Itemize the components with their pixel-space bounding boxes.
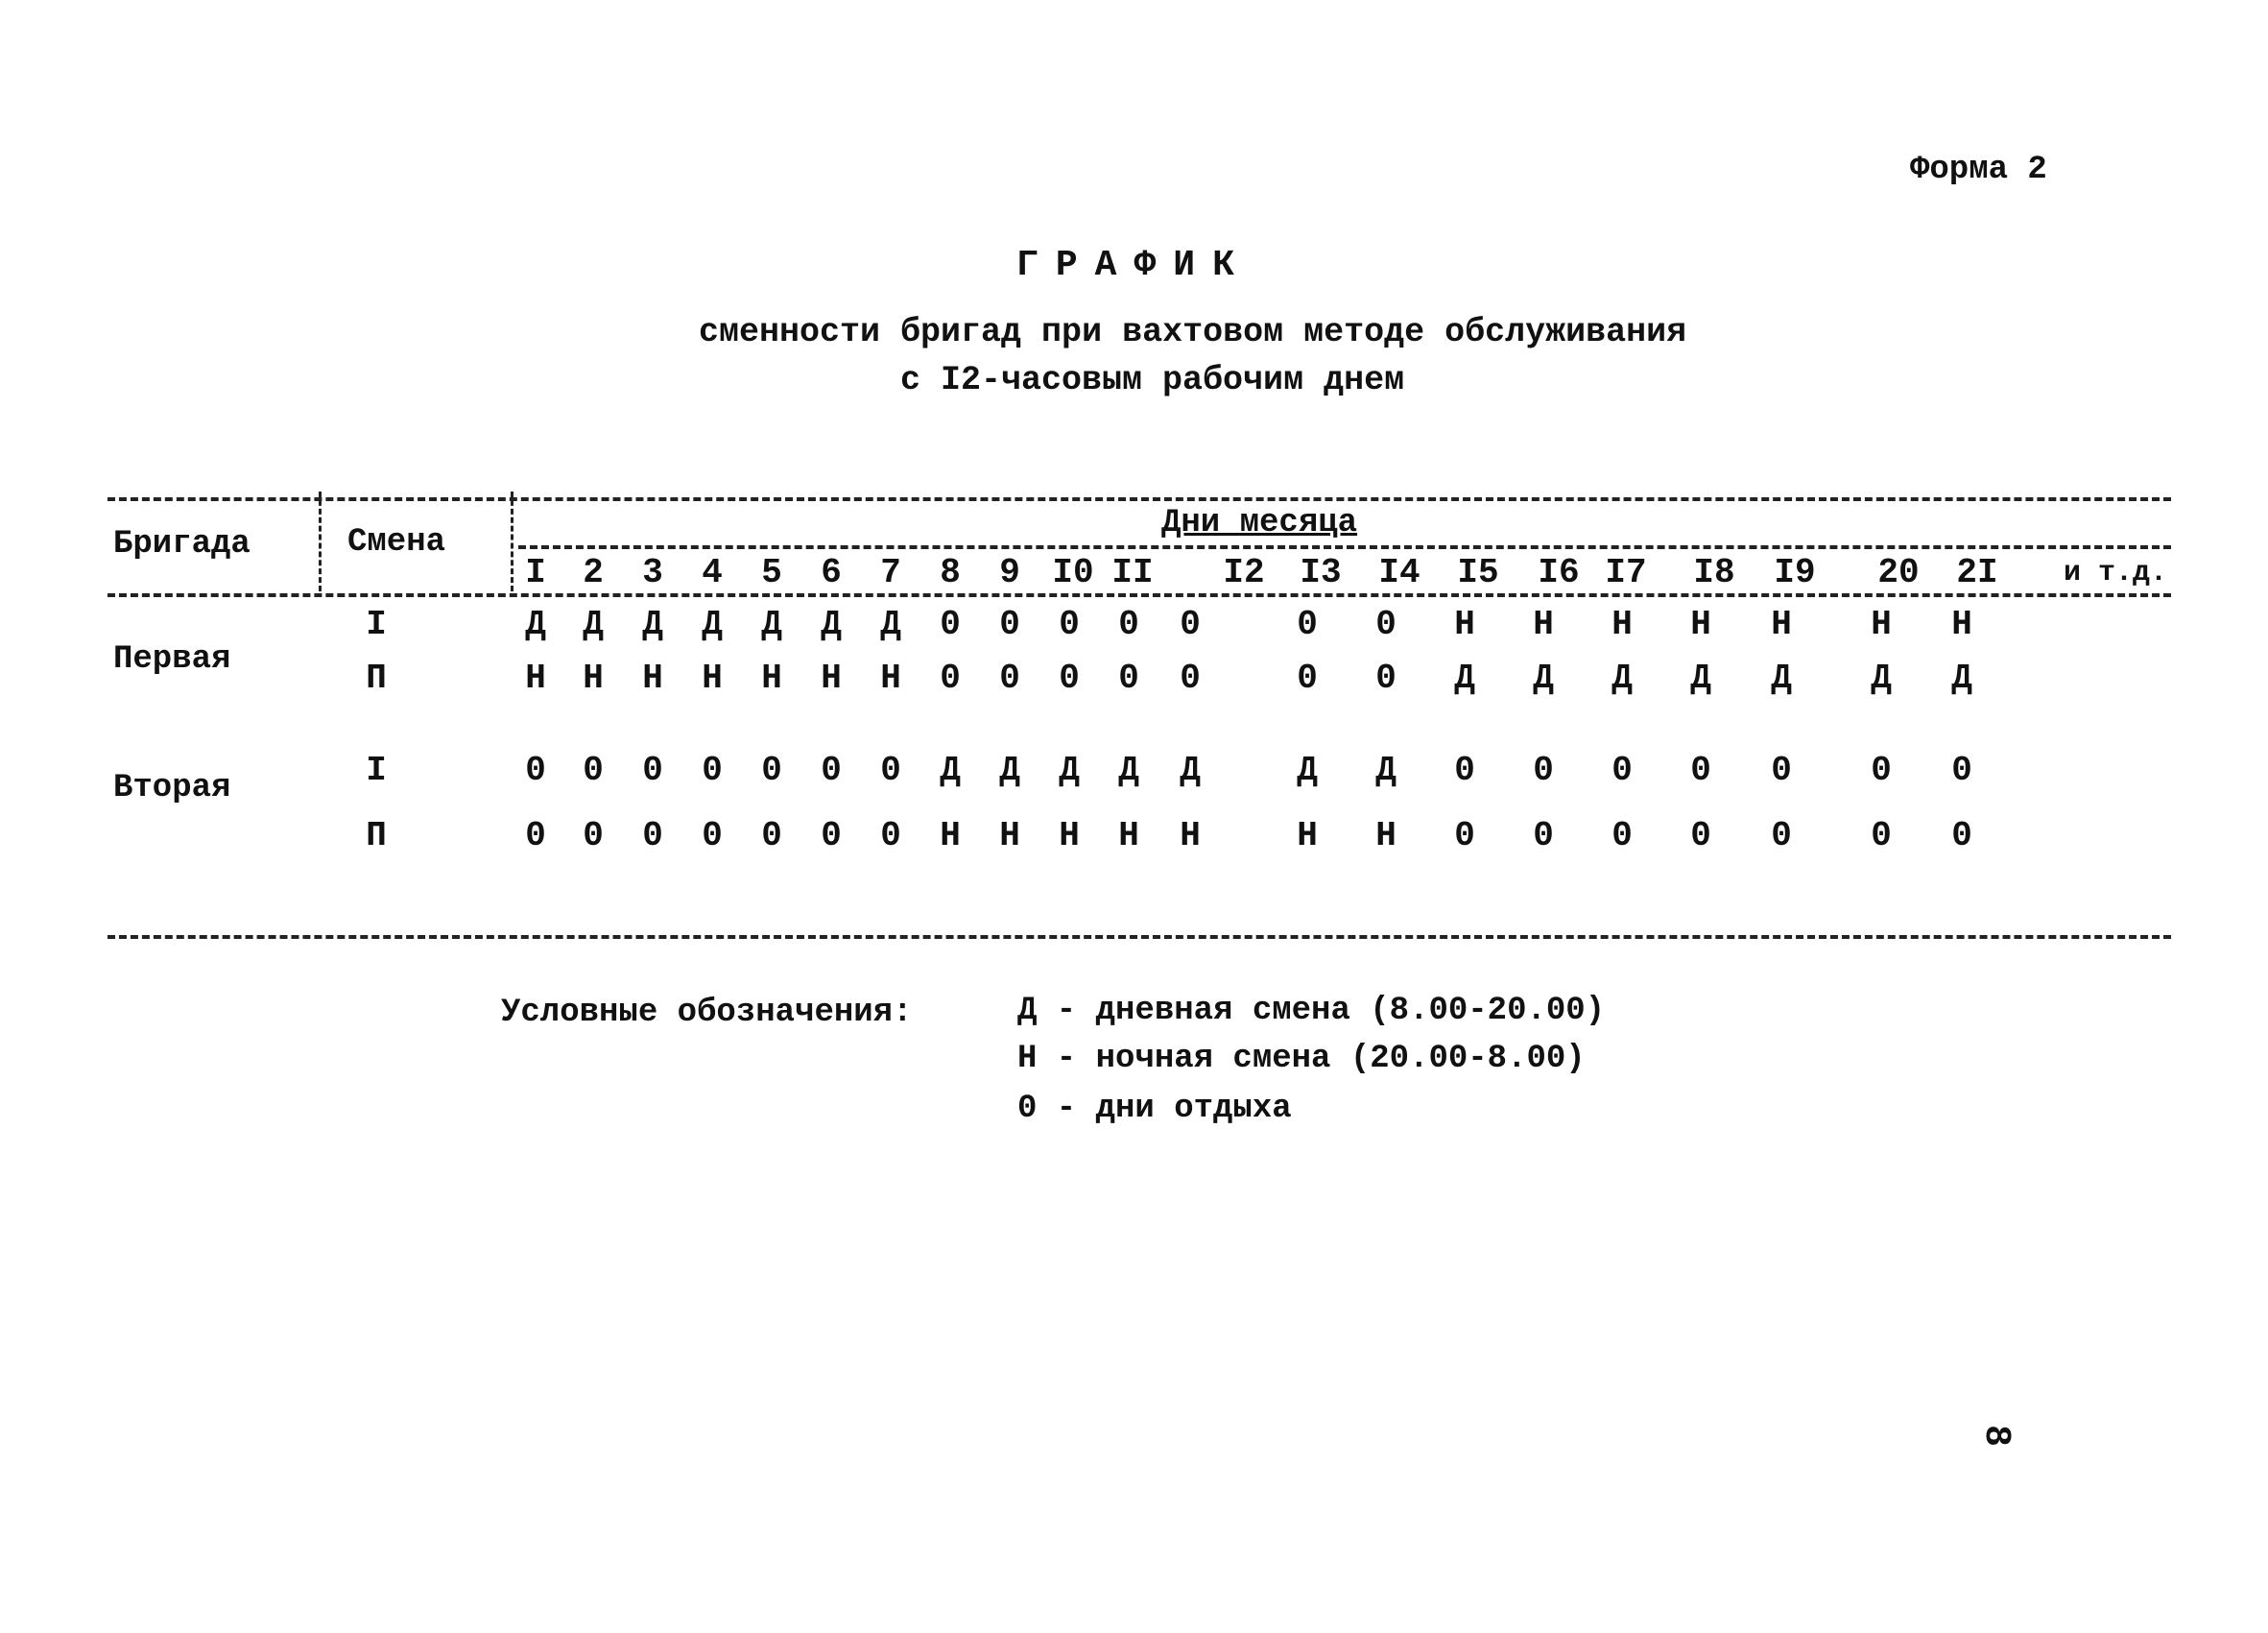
- schedule-cell: 0: [1611, 816, 1633, 855]
- legend-item-rest: 0 - дни отдыха: [1017, 1091, 1292, 1127]
- brigade-shift-separator: [319, 492, 322, 591]
- schedule-cell: Д: [1375, 751, 1397, 790]
- schedule-cell: Н: [821, 659, 842, 698]
- day-number: I6: [1538, 553, 1580, 592]
- schedule-cell: 0: [1180, 605, 1201, 644]
- schedule-cell: 0: [525, 751, 546, 790]
- schedule-cell: 0: [1059, 605, 1080, 644]
- schedule-cell: Д: [761, 605, 782, 644]
- schedule-cell: 0: [999, 605, 1020, 644]
- schedule-cell: 0: [642, 751, 663, 790]
- schedule-cell: Н: [702, 659, 723, 698]
- day-number: I0: [1052, 553, 1094, 592]
- schedule-cell: Н: [761, 659, 782, 698]
- schedule-cell: 0: [1871, 751, 1892, 790]
- schedule-cell: Д: [525, 605, 546, 644]
- schedule-cell: Н: [1771, 605, 1792, 644]
- document-title: ГРАФИК: [1016, 245, 1252, 286]
- schedule-cell: 0: [1533, 816, 1554, 855]
- schedule-cell: Н: [583, 659, 604, 698]
- day-number: I5: [1457, 553, 1499, 592]
- schedule-cell: Н: [1951, 605, 1972, 644]
- day-number: 6: [821, 553, 842, 592]
- col-days-header: Дни месяца: [1161, 505, 1358, 541]
- schedule-cell: 0: [940, 659, 961, 698]
- schedule-cell: Д: [940, 751, 961, 790]
- day-number: II: [1111, 553, 1154, 592]
- table-bottom-border: [107, 935, 2171, 939]
- schedule-cell: 0: [583, 816, 604, 855]
- col-shift-header: Смена: [347, 524, 446, 561]
- schedule-cell: 0: [1690, 816, 1711, 855]
- day-number: 5: [761, 553, 782, 592]
- col-brigade-header: Бригада: [113, 526, 251, 563]
- schedule-cell: Д: [1059, 751, 1080, 790]
- schedule-cell: Д: [1118, 751, 1139, 790]
- schedule-cell: Д: [821, 605, 842, 644]
- document-subtitle-line1: сменности бригад при вахтовом методе обслуживания: [699, 313, 1687, 351]
- schedule-cell: 0: [880, 816, 901, 855]
- schedule-cell: 0: [1951, 751, 1972, 790]
- schedule-cell: 0: [1375, 605, 1397, 644]
- schedule-cell: 0: [821, 816, 842, 855]
- schedule-cell: 0: [1611, 751, 1633, 790]
- shift-label: П: [366, 816, 387, 855]
- schedule-cell: 0: [761, 816, 782, 855]
- schedule-cell: Д: [1297, 751, 1318, 790]
- brigade-second-label: Вторая: [113, 770, 231, 806]
- day-number: 2I: [1956, 553, 1998, 592]
- day-number: I8: [1693, 553, 1735, 592]
- schedule-cell: Н: [1611, 605, 1633, 644]
- day-number: I4: [1378, 553, 1420, 592]
- schedule-cell: 0: [1871, 816, 1892, 855]
- schedule-cell: Д: [1533, 659, 1554, 698]
- schedule-cell: Н: [1871, 605, 1892, 644]
- day-number: 2: [583, 553, 604, 592]
- schedule-cell: Н: [1180, 816, 1201, 855]
- schedule-cell: 0: [821, 751, 842, 790]
- schedule-cell: Н: [642, 659, 663, 698]
- schedule-cell: 0: [1454, 816, 1475, 855]
- schedule-cell: 0: [525, 816, 546, 855]
- schedule-cell: 0: [1951, 816, 1972, 855]
- schedule-cell: Н: [1375, 816, 1397, 855]
- brigade-first-label: Первая: [113, 641, 231, 678]
- schedule-cell: 0: [761, 751, 782, 790]
- schedule-cell: Д: [1611, 659, 1633, 698]
- legend-label: Условные обозначения:: [501, 995, 913, 1031]
- day-number: 4: [702, 553, 723, 592]
- table-top-border: [107, 497, 2171, 501]
- document-subtitle-line2: с I2-часовым рабочим днем: [900, 361, 1405, 399]
- schedule-cell: 0: [940, 605, 961, 644]
- schedule-cell: 0: [1297, 605, 1318, 644]
- schedule-cell: Д: [880, 605, 901, 644]
- schedule-cell: Н: [1118, 816, 1139, 855]
- day-number: I9: [1774, 553, 1816, 592]
- schedule-cell: 0: [1771, 751, 1792, 790]
- schedule-cell: Н: [880, 659, 901, 698]
- day-number: 3: [642, 553, 663, 592]
- schedule-cell: Д: [583, 605, 604, 644]
- page-number: 8: [1974, 1425, 2017, 1447]
- schedule-cell: Д: [702, 605, 723, 644]
- schedule-cell: Н: [999, 816, 1020, 855]
- schedule-cell: Д: [1951, 659, 1972, 698]
- schedule-cell: Д: [642, 605, 663, 644]
- shift-label: П: [366, 659, 387, 698]
- schedule-cell: 0: [1059, 659, 1080, 698]
- legend-item-night: Н - ночная смена (20.00-8.00): [1017, 1041, 1586, 1077]
- day-number: 20: [1877, 553, 1920, 592]
- schedule-cell: Д: [1771, 659, 1792, 698]
- day-number: 8: [940, 553, 961, 592]
- schedule-cell: Н: [1690, 605, 1711, 644]
- schedule-cell: 0: [702, 751, 723, 790]
- schedule-cell: 0: [1771, 816, 1792, 855]
- schedule-cell: 0: [1297, 659, 1318, 698]
- schedule-cell: 0: [702, 816, 723, 855]
- schedule-cell: 0: [642, 816, 663, 855]
- day-number: I: [525, 553, 546, 592]
- schedule-cell: Н: [525, 659, 546, 698]
- schedule-cell: Н: [1297, 816, 1318, 855]
- schedule-cell: Д: [1180, 751, 1201, 790]
- day-number: 9: [999, 553, 1020, 592]
- etc-label: и т.д.: [2064, 557, 2168, 589]
- schedule-cell: 0: [583, 751, 604, 790]
- day-number: 7: [880, 553, 901, 592]
- schedule-cell: 0: [1118, 659, 1139, 698]
- days-header-divider: [518, 545, 2171, 549]
- schedule-cell: 0: [1533, 751, 1554, 790]
- schedule-cell: Д: [1690, 659, 1711, 698]
- schedule-cell: Д: [999, 751, 1020, 790]
- form-label: Форма 2: [1910, 152, 2047, 188]
- schedule-cell: Н: [940, 816, 961, 855]
- schedule-cell: Н: [1059, 816, 1080, 855]
- schedule-cell: 0: [1454, 751, 1475, 790]
- day-number: I3: [1300, 553, 1342, 592]
- day-number: I7: [1605, 553, 1647, 592]
- day-number: I2: [1223, 553, 1265, 592]
- legend-item-day: Д - дневная смена (8.00-20.00): [1017, 993, 1606, 1029]
- schedule-cell: 0: [1690, 751, 1711, 790]
- shift-label: I: [366, 751, 387, 790]
- schedule-cell: 0: [999, 659, 1020, 698]
- header-bottom-border: [107, 593, 2171, 597]
- schedule-cell: Н: [1454, 605, 1475, 644]
- shift-label: I: [366, 605, 387, 644]
- schedule-cell: Н: [1533, 605, 1554, 644]
- schedule-cell: 0: [880, 751, 901, 790]
- schedule-cell: Д: [1871, 659, 1892, 698]
- schedule-cell: Д: [1454, 659, 1475, 698]
- schedule-cell: 0: [1375, 659, 1397, 698]
- schedule-cell: 0: [1118, 605, 1139, 644]
- schedule-cell: 0: [1180, 659, 1201, 698]
